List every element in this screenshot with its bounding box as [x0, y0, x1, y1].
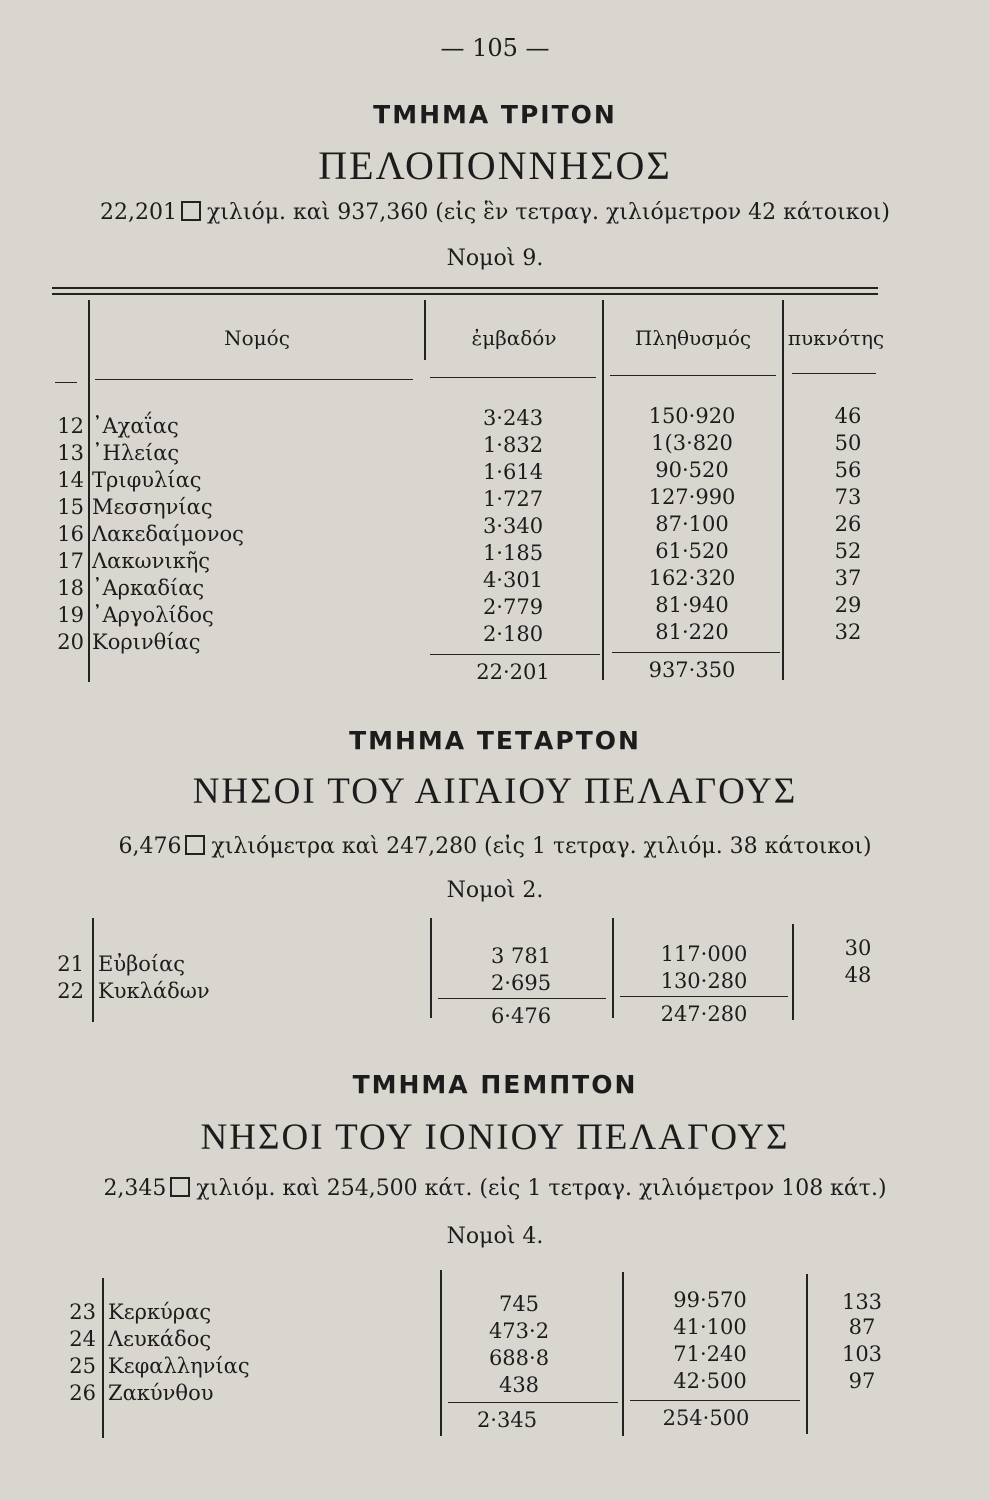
- population-value: 81·220: [655, 620, 729, 644]
- area-value: 2·695: [490, 971, 552, 995]
- row-number: 25: [69, 1354, 96, 1378]
- area-value: 1·832: [482, 433, 544, 457]
- row-number: 21: [57, 952, 84, 976]
- nomos-name: Μεσσηνίας: [92, 495, 213, 519]
- total-population: 254·500: [662, 1406, 750, 1430]
- total-rule: [620, 996, 788, 997]
- column-rule: [102, 1278, 104, 1438]
- header-rule: [95, 379, 413, 380]
- nomos-name: Κορινθίας: [92, 630, 201, 654]
- column-rule: [92, 918, 94, 1022]
- row-number: 24: [69, 1327, 96, 1351]
- row-number: 16: [57, 522, 84, 546]
- total-area: 22·201: [476, 660, 550, 684]
- population-value: 61·520: [655, 539, 729, 563]
- summary-text: χιλιόμ. καὶ 254,500 κάτ. (εἰς 1 τετραγ. χιλιόμετρον 108 κάτ.): [196, 1176, 887, 1201]
- area-value: 438: [498, 1373, 540, 1397]
- nomos-name: Τριφυλίας: [92, 468, 202, 492]
- total-population: 247·280: [660, 1002, 748, 1026]
- density-value: 48: [844, 963, 872, 987]
- column-rule: [88, 300, 90, 682]
- area-value: 4·301: [482, 568, 544, 592]
- density-value: 97: [848, 1369, 876, 1393]
- nomos-name: ᾿Ηλείας: [92, 441, 180, 465]
- row-number: 19: [57, 603, 84, 627]
- summary-text: χιλιόμετρα καὶ 247,280 (εἰς 1 τετραγ. χιλιόμ. 38 κάτοικοι): [211, 834, 872, 859]
- row-number: 12: [57, 414, 84, 438]
- density-value: 26: [834, 512, 862, 536]
- square-symbol-icon: [170, 1177, 190, 1197]
- nomos-name: Εὐβοίας: [98, 952, 186, 976]
- column-rule: [424, 300, 426, 360]
- region-title-ionian: ΝΗΣΟΙ ΤΟΥ ΙΟΝΙΟΥ ΠΕΛΑΓΟΥΣ: [200, 1117, 790, 1158]
- density-value: 73: [834, 485, 862, 509]
- header-rule: [610, 375, 776, 376]
- page-number: — 105 —: [440, 34, 550, 62]
- population-value: 87·100: [655, 512, 729, 536]
- density-value: 46: [834, 404, 862, 428]
- section-title-3: ΤΜΗΜΑ ΤΡΙΤΟΝ: [373, 100, 617, 129]
- area-value: 3·243: [482, 406, 544, 430]
- total-area: 6·476: [490, 1004, 552, 1028]
- column-rule: [622, 1272, 624, 1436]
- population-value: 117·000: [660, 942, 748, 966]
- total-rule: [630, 1400, 800, 1401]
- area-value: 2·180: [482, 622, 544, 646]
- density-value: 37: [834, 566, 862, 590]
- table-top-rule: [52, 287, 878, 289]
- total-rule: [612, 652, 780, 653]
- header-rule: [430, 377, 596, 378]
- area-value: 2·779: [482, 595, 544, 619]
- population-value: 90·520: [655, 458, 729, 482]
- total-area: 2·345: [476, 1408, 538, 1432]
- area-value: 1·727: [482, 487, 544, 511]
- column-rule: [806, 1274, 808, 1434]
- nomos-name: Λακωνικῆς: [92, 549, 211, 573]
- header-area: ἐμβαδόν: [471, 326, 557, 350]
- nomoi-count-4: Νομοὶ 2.: [446, 878, 544, 903]
- summary-area: 22,201: [99, 200, 177, 225]
- row-number: 15: [57, 495, 84, 519]
- population-value: 130·280: [660, 969, 748, 993]
- summary-line-5: [0, 1176, 990, 1201]
- region-title-peloponnisos: ΠΕΛΟΠΟΝΝΗΣΟΣ: [318, 143, 672, 188]
- density-value: 50: [834, 431, 862, 455]
- density-value: 133: [841, 1290, 883, 1314]
- section-title-4: ΤΜΗΜΑ ΤΕΤΑΡΤΟΝ: [349, 726, 641, 755]
- nomos-name: Κυκλάδων: [98, 979, 210, 1003]
- nomos-name: ᾿Αχαΐας: [92, 414, 179, 438]
- column-rule: [792, 924, 794, 1020]
- nomos-name: Ζακύνθου: [108, 1381, 214, 1405]
- summary-line-4: [0, 834, 990, 859]
- header-rule: [792, 373, 876, 374]
- density-value: 87: [848, 1315, 876, 1339]
- header-density: πυκνότης: [787, 326, 885, 350]
- nomos-name: ᾿Αρκαδίας: [92, 576, 205, 600]
- population-value: 1(3·820: [651, 431, 733, 455]
- area-value: 1·614: [482, 460, 544, 484]
- population-value: 150·920: [648, 404, 736, 428]
- nomoi-count-5: Νομοὶ 4.: [446, 1224, 544, 1249]
- density-value: 30: [844, 936, 872, 960]
- region-title-aegean: ΝΗΣΟΙ ΤΟΥ ΑΙΓΑΙΟΥ ΠΕΛΑΓΟΥΣ: [192, 771, 798, 812]
- row-number: 18: [57, 576, 84, 600]
- square-symbol-icon: [185, 835, 205, 855]
- population-value: 41·100: [673, 1315, 747, 1339]
- density-value: 56: [834, 458, 862, 482]
- nomos-name: Κεφαλληνίας: [108, 1354, 250, 1378]
- row-number: 14: [57, 468, 84, 492]
- column-rule: [782, 300, 784, 680]
- area-value: 688·8: [488, 1346, 550, 1370]
- density-value: 103: [841, 1342, 883, 1366]
- row-number: 23: [69, 1300, 96, 1324]
- area-value: 745: [498, 1292, 540, 1316]
- density-value: 52: [834, 539, 862, 563]
- total-rule: [430, 654, 600, 655]
- population-value: 127·990: [648, 485, 736, 509]
- header-population: Πληθυσμός: [634, 326, 752, 350]
- section-title-5: ΤΜΗΜΑ ΠΕΜΠΤΟΝ: [352, 1070, 638, 1099]
- total-rule: [448, 1402, 618, 1403]
- header-rule: [55, 382, 77, 383]
- summary-area: 2,345: [103, 1176, 167, 1201]
- column-rule: [612, 918, 614, 1018]
- summary-line-3: [0, 200, 990, 225]
- area-value: 473·2: [488, 1319, 550, 1343]
- area-value: 1·185: [482, 541, 544, 565]
- total-population: 937·350: [648, 658, 736, 682]
- row-number: 13: [57, 441, 84, 465]
- total-rule: [438, 998, 606, 999]
- row-number: 20: [57, 630, 84, 654]
- area-value: 3 781: [490, 944, 552, 968]
- density-value: 29: [834, 593, 862, 617]
- area-value: 3·340: [482, 514, 544, 538]
- row-number: 22: [57, 979, 84, 1003]
- population-value: 42·500: [673, 1369, 747, 1393]
- population-value: 81·940: [655, 593, 729, 617]
- header-nomos: Νομός: [224, 326, 290, 350]
- nomos-name: Κερκύρας: [108, 1300, 212, 1324]
- population-value: 162·320: [648, 566, 736, 590]
- column-rule: [430, 918, 432, 1018]
- nomoi-count-3: Νομοὶ 9.: [446, 246, 544, 271]
- square-symbol-icon: [181, 201, 201, 221]
- population-value: 99·570: [673, 1288, 747, 1312]
- population-value: 71·240: [673, 1342, 747, 1366]
- summary-text: χιλιόμ. καὶ 937,360 (εἰς ἓν τετραγ. χιλιόμετρον 42 κάτοικοι): [206, 200, 890, 225]
- nomos-name: Λακεδαίμονος: [92, 522, 244, 546]
- summary-area: 6,476: [118, 834, 182, 859]
- row-number: 26: [69, 1381, 96, 1405]
- row-number: 17: [57, 549, 84, 573]
- table-top-rule-2: [52, 293, 878, 295]
- nomos-name: Λευκάδος: [108, 1327, 212, 1351]
- column-rule: [602, 300, 604, 680]
- density-value: 32: [834, 620, 862, 644]
- nomos-name: ᾿Αργολίδος: [92, 603, 214, 627]
